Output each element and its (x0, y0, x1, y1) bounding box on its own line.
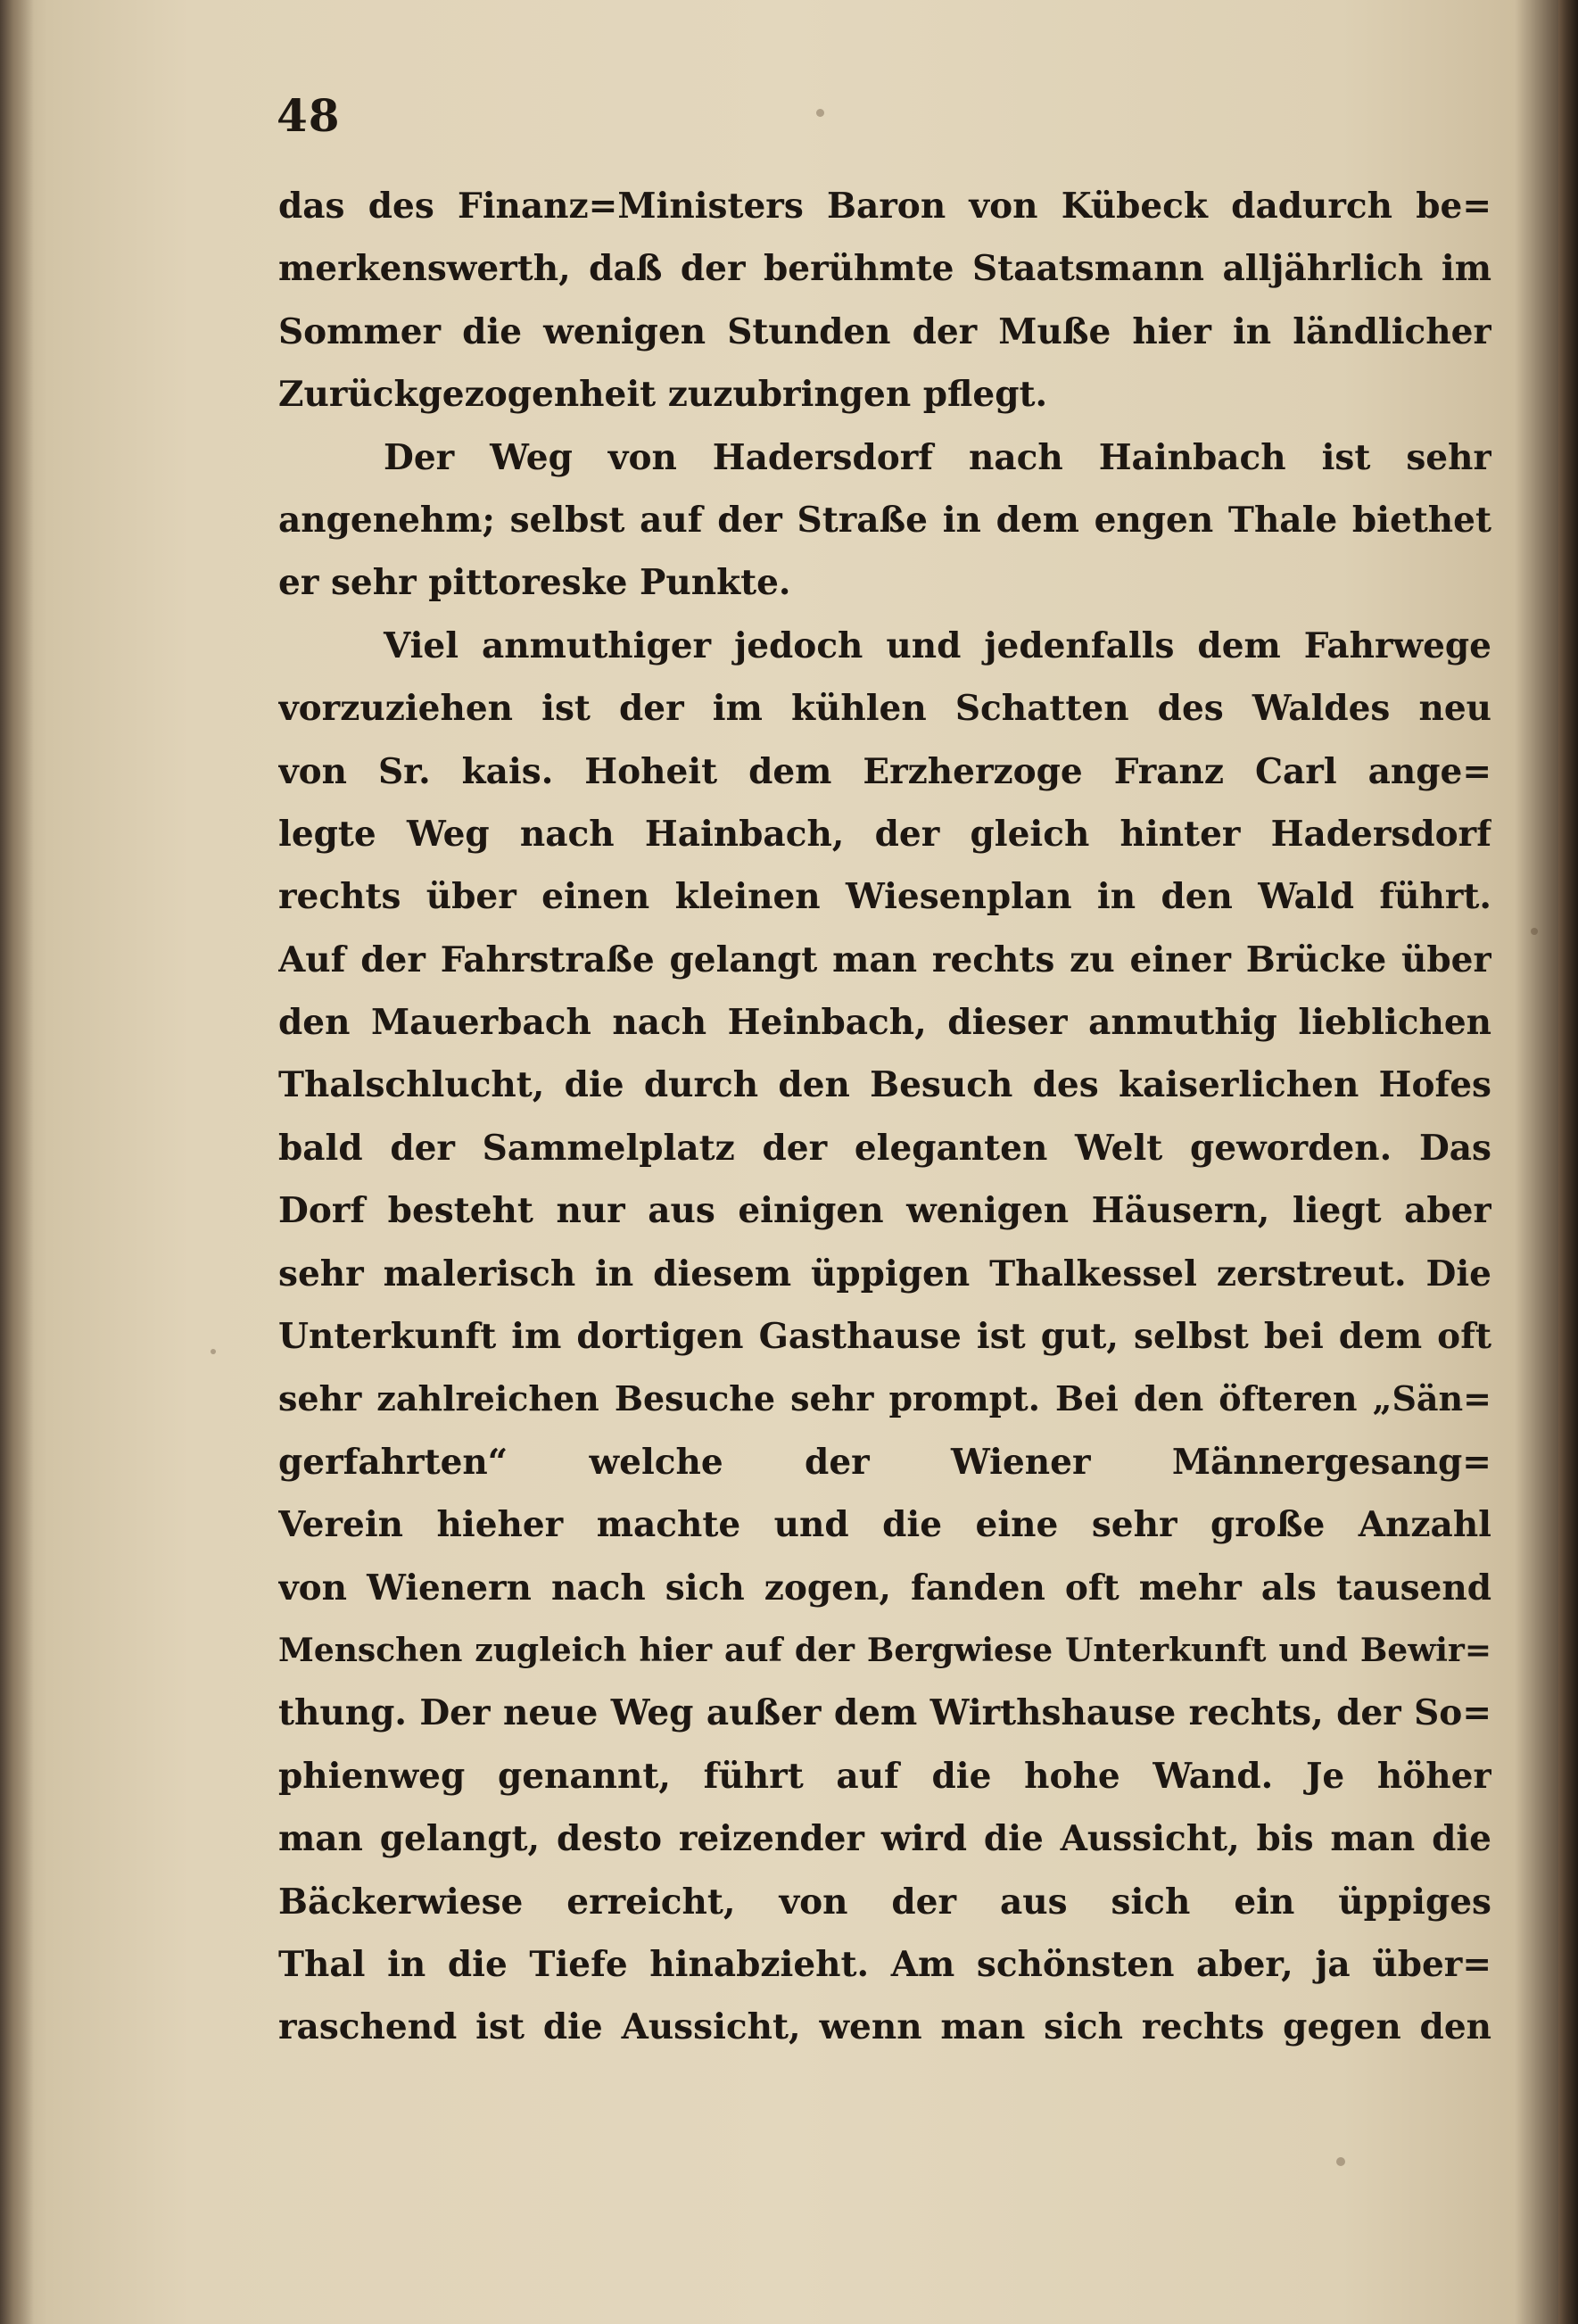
text-line: legte Weg nach Hainbach, der gleich hinter Hadersdorf (278, 813, 1491, 855)
text-line: er sehr pittoreske Punkte. (278, 562, 791, 604)
text-line: angenehm; selbst auf der Straße in dem engen Thale biethet (278, 499, 1491, 541)
paper-speck (816, 109, 824, 117)
text-line: man gelangt, desto reizender wird die Aussicht, bis man die (278, 1818, 1491, 1860)
text-line: gerfahrten“ welche der Wiener Männergesang= (278, 1441, 1491, 1483)
page-edge (1558, 0, 1578, 2324)
text-line: sehr malerisch in diesem üppigen Thalkessel zerstreut. Die (278, 1253, 1491, 1294)
paper-speck (211, 1349, 216, 1354)
text-line: Dorf besteht nur aus einigen wenigen Häusern, liegt aber (278, 1190, 1491, 1232)
text-line: Sommer die wenigen Stunden der Muße hier in ländlicher (278, 310, 1491, 352)
text-line: Unterkunft im dortigen Gasthause ist gut, selbst bei dem oft (278, 1316, 1491, 1358)
body-text (278, 175, 1491, 2059)
text-line: den Mauerbach nach Heinbach, dieser anmuthig lieblichen (278, 1002, 1491, 1044)
text-line: von Wienern nach sich zogen, fanden oft mehr als tausend (278, 1567, 1491, 1609)
text-line: vorzuziehen ist der im kühlen Schatten des Waldes neu (278, 688, 1491, 730)
text-line: bald der Sammelplatz der eleganten Welt geworden. Das (278, 1127, 1491, 1169)
paper-speck (1531, 928, 1538, 935)
page-number: 48 (277, 89, 341, 142)
text-line: phienweg genannt, führt auf die hohe Wand. Je höher (278, 1755, 1491, 1797)
text-line: merkenswerth, daß der berühmte Staatsmann alljährlich im (278, 248, 1491, 290)
text-line: Zurückgezogenheit zuzubringen pflegt. (278, 374, 1048, 416)
text-line: Thal in die Tiefe hinabzieht. Am schönsten aber, ja über= (278, 1943, 1491, 1985)
text-line: das des Finanz=Ministers Baron von Kübeck dadurch be= (278, 186, 1491, 227)
text-line: Menschen zugleich hier auf der Bergwiese Unterkunft und Bewir= (278, 1631, 1491, 1669)
text-line: thung. Der neue Weg außer dem Wirthshause rechts, der So= (278, 1692, 1491, 1734)
text-line: raschend ist die Aussicht, wenn man sich rechts gegen den (278, 2006, 1491, 2048)
text-line: Thalschlucht, die durch den Besuch des kaiserlichen Hofes (278, 1064, 1491, 1106)
text-line: Viel anmuthiger jedoch und jedenfalls dem Fahrwege (384, 624, 1491, 666)
text-line: Der Weg von Hadersdorf nach Hainbach ist sehr (384, 436, 1491, 478)
paper-speck (1336, 2157, 1345, 2166)
spine-shadow (0, 0, 34, 2324)
text-line: Bäckerwiese erreicht, von der aus sich ein üppiges (278, 1881, 1491, 1923)
text-line: rechts über einen kleinen Wiesenplan in den Wald führt. (278, 876, 1491, 918)
text-line: Auf der Fahrstraße gelangt man rechts zu einer Brücke über (278, 939, 1491, 980)
text-line: Verein hieher machte und die eine sehr große Anzahl (278, 1504, 1491, 1546)
text-line: sehr zahlreichen Besuche sehr prompt. Bei den öfteren „Sän= (278, 1378, 1491, 1419)
text-line: von Sr. kais. Hoheit dem Erzherzoge Franz Carl ange= (278, 750, 1491, 792)
